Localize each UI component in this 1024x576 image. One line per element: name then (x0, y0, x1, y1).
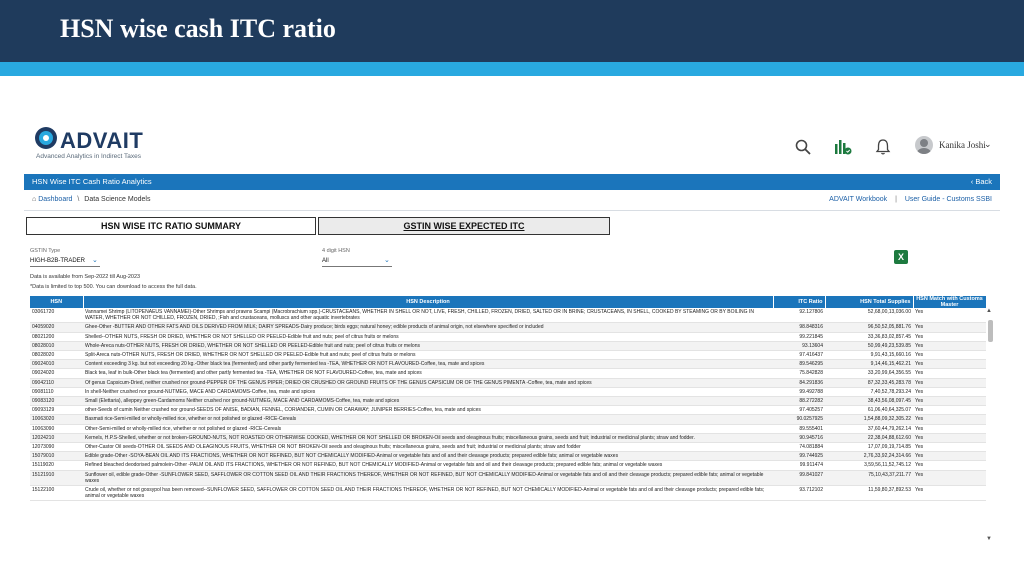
hsn-cell: 12024210 (30, 433, 83, 442)
table-row[interactable] (30, 351, 986, 360)
customs-match-cell: Yes (913, 332, 986, 341)
app-screenshot (24, 116, 1000, 542)
chevron-down-icon[interactable]: ⌄ (92, 257, 98, 264)
total-supplies-cell: 75,10,43,37,211.77 (825, 470, 913, 485)
table-body (30, 308, 986, 501)
total-supplies-cell: 11,59,80,37,892.53 (825, 486, 913, 501)
description-cell: Edible grade-Other -SOYA-BEAN OIL AND ITS FRACTIONS, WHETHER OR NOT REFINED, BUT NOT CHEMICALLY MODIFIED-Animal or vegetable fats and oil and their cleavage products; prepared edible fats; animal or vegetable waxes (83, 452, 773, 461)
hsn-cell: 09083120 (30, 397, 83, 406)
total-supplies-cell: 37,60,44,79,262.14 (825, 424, 913, 433)
home-icon[interactable]: ⌂ (32, 196, 37, 203)
module-title: HSN Wise ITC Cash Ratio Analytics (32, 177, 152, 186)
total-supplies-cell: 50,99,49,23,539.85 (825, 341, 913, 350)
table-row[interactable] (30, 378, 986, 387)
top-links (829, 196, 992, 203)
customs-match-cell: Yes (913, 443, 986, 452)
total-supplies-cell: 52,68,00,13,036.00 (825, 308, 913, 323)
itc-ratio-cell: 89.555401 (773, 424, 825, 433)
description-cell: In shell-Neither crushed nor ground-NUTMEG, MACE AND CARDAMOMS-Coffee, tea, mate and spices (83, 387, 773, 396)
customs-match-cell: Yes (913, 470, 986, 485)
table-row[interactable] (30, 424, 986, 433)
module-title-bar (24, 174, 1000, 190)
itc-ratio-cell: 88.272282 (773, 397, 825, 406)
hsn-cell: 08021200 (30, 332, 83, 341)
hsn-cell: 09042110 (30, 378, 83, 387)
description-cell: other-Seeds of cumin Neither crushed nor ground-SEEDS OF ANISE, BADIAN, FENNEL, CORIANDER, CUMIN OR CARAWAY; JUNIPER BERRIES-Coffee, tea, mate and spices (83, 406, 773, 415)
table-row[interactable] (30, 308, 986, 323)
hsn-table-container (30, 296, 994, 536)
total-supplies-cell: 7,40,52,78,293.24 (825, 387, 913, 396)
customs-match-cell: Yes (913, 406, 986, 415)
hsn-digit-select[interactable]: All (322, 258, 329, 264)
itc-ratio-cell: 99.911474 (773, 461, 825, 470)
table-row[interactable] (30, 461, 986, 470)
hsn-cell: 04059020 (30, 323, 83, 332)
description-cell: Other-Semi-milled or wholly-milled rice, whether or not polished or glazed -RICE-Cereals (83, 424, 773, 433)
description-cell: Split-Areca nuts-OTHER NUTS, FRESH OR DRIED, WHETHER OR NOT SHELLED OR PEELED-Edible fruit and nuts; peel of citrus fruits or melons (83, 351, 773, 360)
total-supplies-cell: 22,38,04,88,612.60 (825, 433, 913, 442)
scroll-up-icon[interactable]: ▲ (986, 308, 992, 314)
itc-ratio-cell: 93.712102 (773, 486, 825, 501)
breadcrumb-separator: \ (77, 196, 80, 203)
customs-match-cell: Yes (913, 378, 986, 387)
search-icon[interactable] (794, 138, 812, 156)
divider (24, 210, 1000, 211)
description-cell: Sunflower oil, edible grade-Other -SUNFLOWER SEED, SAFFLOWER OR COTTON SEED OIL AND THEIR FRACTIONS THEREOF, WHETHER OR NOT REFINED, BUT NOT CHEMICALLY MODIFIED-Animal or vegetable fats and oil and their cleavage products; prepared edible fats; animal or vegetable waxes (83, 470, 773, 485)
user-avatar[interactable] (915, 136, 933, 154)
customs-match-cell: Yes (913, 369, 986, 378)
chevron-down-icon[interactable]: ⌄ (984, 139, 992, 149)
hsn-cell: 15122100 (30, 486, 83, 501)
itc-ratio-cell: 99.492788 (773, 387, 825, 396)
hsn-cell: 09081110 (30, 387, 83, 396)
gstin-type-select[interactable]: HIGH-B2B-TRADER (30, 258, 86, 264)
description-cell: Content exceeding 3 kg. but not exceeding 20 kg.-Other black tea (fermented) and other partly fermented tea -TEA, WHETHER OR NOT FLAVOURED-Coffee, tea, mate and spices (83, 360, 773, 369)
scroll-down-icon[interactable]: ▼ (986, 536, 992, 542)
table-row[interactable] (30, 387, 986, 396)
hsn-cell: 09024020 (30, 369, 83, 378)
itc-ratio-cell: 99.744925 (773, 452, 825, 461)
total-supplies-cell: 33,20,99,64,356.55 (825, 369, 913, 378)
total-supplies-cell: 1,54,88,09,32,305.22 (825, 415, 913, 424)
app-topbar (24, 116, 1000, 172)
itc-ratio-cell: 75.842828 (773, 369, 825, 378)
hsn-cell: 08028010 (30, 341, 83, 350)
total-supplies-cell: 96,50,52,05,881.76 (825, 323, 913, 332)
slide-accent-stripe (0, 62, 1024, 76)
description-cell: Kernels, H.P.S-Shelled, whether or not broken-GROUND-NUTS, NOT ROASTED OR OTHERWISE COOKED, WHETHER OR NOT SHELLED OR BROKEN-Oil seeds and oleaginous fruits; miscellaneous grains, seeds and fruit; industrial or medicinal plants; straw and fodder. (83, 433, 773, 442)
total-supplies-cell: 17,07,09,19,714.85 (825, 443, 913, 452)
itc-ratio-cell: 90.945716 (773, 433, 825, 442)
description-cell: Shelled--OTHER NUTS, FRESH OR DRIED, WHETHER OR NOT SHELLED OR PEELED-Edible fruit and nuts; peel of citrus fruits or melons (83, 332, 773, 341)
hsn-cell: 15079010 (30, 452, 83, 461)
column-header[interactable]: ITC Ratio (773, 296, 825, 308)
total-supplies-cell: 87,32,33,45,283.78 (825, 378, 913, 387)
breadcrumb-dashboard[interactable]: Dashboard (38, 196, 73, 203)
table-row[interactable] (30, 486, 986, 501)
scroll-thumb[interactable] (988, 320, 993, 342)
customs-match-cell: Yes (913, 360, 986, 369)
table-row[interactable] (30, 415, 986, 424)
breadcrumb-current: Data Science Models (84, 196, 151, 203)
excel-download-icon[interactable]: X (894, 250, 908, 264)
user-guide-link[interactable]: User Guide - Customs SSBI (904, 196, 992, 203)
slide-header (0, 0, 1024, 62)
logo-name: ADVAIT (60, 128, 144, 153)
total-supplies-cell: 3,59,56,11,52,745.12 (825, 461, 913, 470)
hsn-cell: 10063090 (30, 424, 83, 433)
breadcrumb (32, 196, 150, 203)
itc-ratio-cell: 99.221845 (773, 332, 825, 341)
description-cell: Small (Elettaria), alleppey green-Cardamoms Neither crushed nor ground-NUTMEG, MACE AND CARDAMOMS-Coffee, tea, mate and spices (83, 397, 773, 406)
itc-ratio-cell: 93.13604 (773, 341, 825, 350)
itc-ratio-cell: 89.546295 (773, 360, 825, 369)
itc-ratio-cell: 97.405257 (773, 406, 825, 415)
description-cell: Black tea, leaf in bulk-Other black tea (fermented) and other partly fermented tea -TEA, WHETHER OR NOT FLAVOURED-Coffee, tea, mate and spices (83, 369, 773, 378)
description-cell: Ghee-Other -BUTTER AND OTHER FATS AND OILS DERIVED FROM MILK; DAIRY SPREADS-Dairy produce; birds eggs; natural honey; edible products of animal origin, not elsewhere specified or included (83, 323, 773, 332)
hsn-cell: 12073090 (30, 443, 83, 452)
tab-gstin-expected-label: GSTIN WISE EXPECTED ITC (403, 221, 525, 231)
customs-match-cell: Yes (913, 433, 986, 442)
back-link[interactable]: ‹ Back (970, 177, 992, 186)
total-supplies-cell: 2,76,33,92,24,314.66 (825, 452, 913, 461)
customs-match-cell: Yes (913, 397, 986, 406)
hsn-cell: 09093129 (30, 406, 83, 415)
workbook-link[interactable]: ADVAIT Workbook (829, 196, 888, 203)
table-row[interactable] (30, 406, 986, 415)
analytics-icon[interactable] (834, 138, 852, 156)
table-row[interactable] (30, 360, 986, 369)
customs-match-cell: Yes (913, 415, 986, 424)
customs-match-cell: Yes (913, 461, 986, 470)
advait-logo-icon (34, 126, 58, 150)
gstin-type-label: GSTIN Type (30, 248, 61, 254)
bell-icon[interactable] (874, 138, 892, 156)
table-scrollbar[interactable] (986, 308, 994, 542)
description-cell: Refined bleached deodorised palmolein-Other -PALM OIL AND ITS FRACTIONS, WHETHER OR NOT REFINED, BUT NOT CHEMICALLY MODIFIED-Animal or vegetable fats and oil and their cleavage products; prepared edible fats; animal or vegetable waxes (83, 461, 773, 470)
itc-ratio-cell: 90.0257925 (773, 415, 825, 424)
customs-match-cell: Yes (913, 351, 986, 360)
total-supplies-cell: 9,91,43,15,660.16 (825, 351, 913, 360)
data-limit-note: *Data is limited to top 500. You can download to access the full data. (30, 284, 197, 290)
table-row[interactable] (30, 433, 986, 442)
chevron-down-icon[interactable]: ⌄ (384, 257, 390, 264)
user-name[interactable]: Kanika Joshi (939, 140, 986, 150)
column-header[interactable]: HSN Description (83, 296, 773, 308)
hsn-cell: 03061720 (30, 308, 83, 323)
table-row[interactable] (30, 443, 986, 452)
itc-ratio-cell: 84.291836 (773, 378, 825, 387)
hsn-digit-label: 4 digit HSN (322, 248, 350, 254)
itc-ratio-cell: 92.127806 (773, 308, 825, 323)
slide-title: HSN wise cash ITC ratio (60, 14, 336, 43)
data-availability-note: Data is available from Sep-2022 till Aug-2023 (30, 274, 141, 280)
table-row[interactable] (30, 397, 986, 406)
hsn-cell: 15119020 (30, 461, 83, 470)
tab-hsn-summary[interactable]: HSN WISE ITC RATIO SUMMARY (26, 217, 316, 235)
description-cell: Vannamei Shrimp (LITOPENAEUS VANNAMEI)-Other Shrimps and prawns Scampi (Macrobrachium spp.)-CRUSTACEANS, WHETHER IN SHELL OR NOT, LIVE, FRESH, CHILLED, FROZEN, DRIED, SALTED OR IN BRINE; CRUSTACEANS, IN SHELL, COOKED BY STEAMING OR BY BOILING IN WATER, WHETHER OR NOT CHILLED, FROZEN, DRIED, ;Fish and crustaceans, molluscs and other aquatic invertebrates (83, 308, 773, 323)
itc-ratio-cell: 74.081884 (773, 443, 825, 452)
column-header[interactable]: HSN Total Supplies (825, 296, 913, 308)
itc-ratio-cell: 98.848316 (773, 323, 825, 332)
select-underline (30, 266, 100, 267)
table-row[interactable] (30, 470, 986, 485)
hsn-cell: 10063020 (30, 415, 83, 424)
select-underline (322, 266, 392, 267)
hsn-cell: 09024010 (30, 360, 83, 369)
column-header[interactable]: HSN Match with Customs Master (913, 296, 986, 308)
customs-match-cell: Yes (913, 341, 986, 350)
customs-match-cell: Yes (913, 486, 986, 501)
table-row[interactable] (30, 369, 986, 378)
tab-gstin-expected[interactable] (318, 217, 610, 235)
customs-match-cell: Yes (913, 308, 986, 323)
itc-ratio-cell: 99.841027 (773, 470, 825, 485)
description-cell: Crude oil, whether or not gossypol has been removed--SUNFLOWER SEED, SAFFLOWER OR COTTON SEED OIL AND THEIR FRACTIONS THEREOF, WHETHER OR NOT REFINED, BUT NOT CHEMICALLY MODIFIED-Animal or vegetable fats and oil and their cleavage products; prepared edible fats; animal or vegetable waxes (83, 486, 773, 501)
description-cell: Other-Castor Oil seeds-OTHER OIL SEEDS AND OLEAGINOUS FRUITS, WHETHER OR NOT BROKEN-Oil seeds and oleaginous fruits; miscellaneous grains, seeds and fruit; industrial or medicinal plants; straw and fodder (83, 443, 773, 452)
table-row[interactable] (30, 341, 986, 350)
customs-match-cell: Yes (913, 387, 986, 396)
total-supplies-cell: 61,06,40,64,325.07 (825, 406, 913, 415)
total-supplies-cell: 33,36,83,02,857.45 (825, 332, 913, 341)
description-cell: Basmati rice-Semi-milled or wholly-milled rice, whether or not polished or glazed -RICE-Cereals (83, 415, 773, 424)
total-supplies-cell: 9,14,46,15,462.21 (825, 360, 913, 369)
table-row[interactable] (30, 452, 986, 461)
hsn-table (30, 296, 987, 501)
description-cell: Whole-Areca nuts-OTHER NUTS, FRESH OR DRIED, WHETHER OR NOT SHELLED OR PEELED-Edible fruit and nuts; peel of citrus fruits or melons (83, 341, 773, 350)
table-header-row (30, 296, 986, 308)
total-supplies-cell: 38,43,56,08,097.45 (825, 397, 913, 406)
customs-match-cell: Yes (913, 452, 986, 461)
hsn-cell: 15121910 (30, 470, 83, 485)
table-row[interactable] (30, 332, 986, 341)
column-header[interactable]: HSN (30, 296, 83, 308)
link-separator: | (895, 196, 897, 203)
hsn-cell: 08028020 (30, 351, 83, 360)
customs-match-cell: Yes (913, 323, 986, 332)
description-cell: Of genus Capsicum-Dried, neither crushed nor ground-PEPPER OF THE GENUS PIPER; DRIED OR CRUSHED OR GROUND FRUITS OF THE GENUS CAPSICUM OR OF THE GENUS PIMENTA -Coffee, tea, mate and spices (83, 378, 773, 387)
customs-match-cell: Yes (913, 424, 986, 433)
logo-tagline: Advanced Analytics in Indirect Taxes (36, 153, 142, 160)
table-row[interactable] (30, 323, 986, 332)
itc-ratio-cell: 97.416437 (773, 351, 825, 360)
